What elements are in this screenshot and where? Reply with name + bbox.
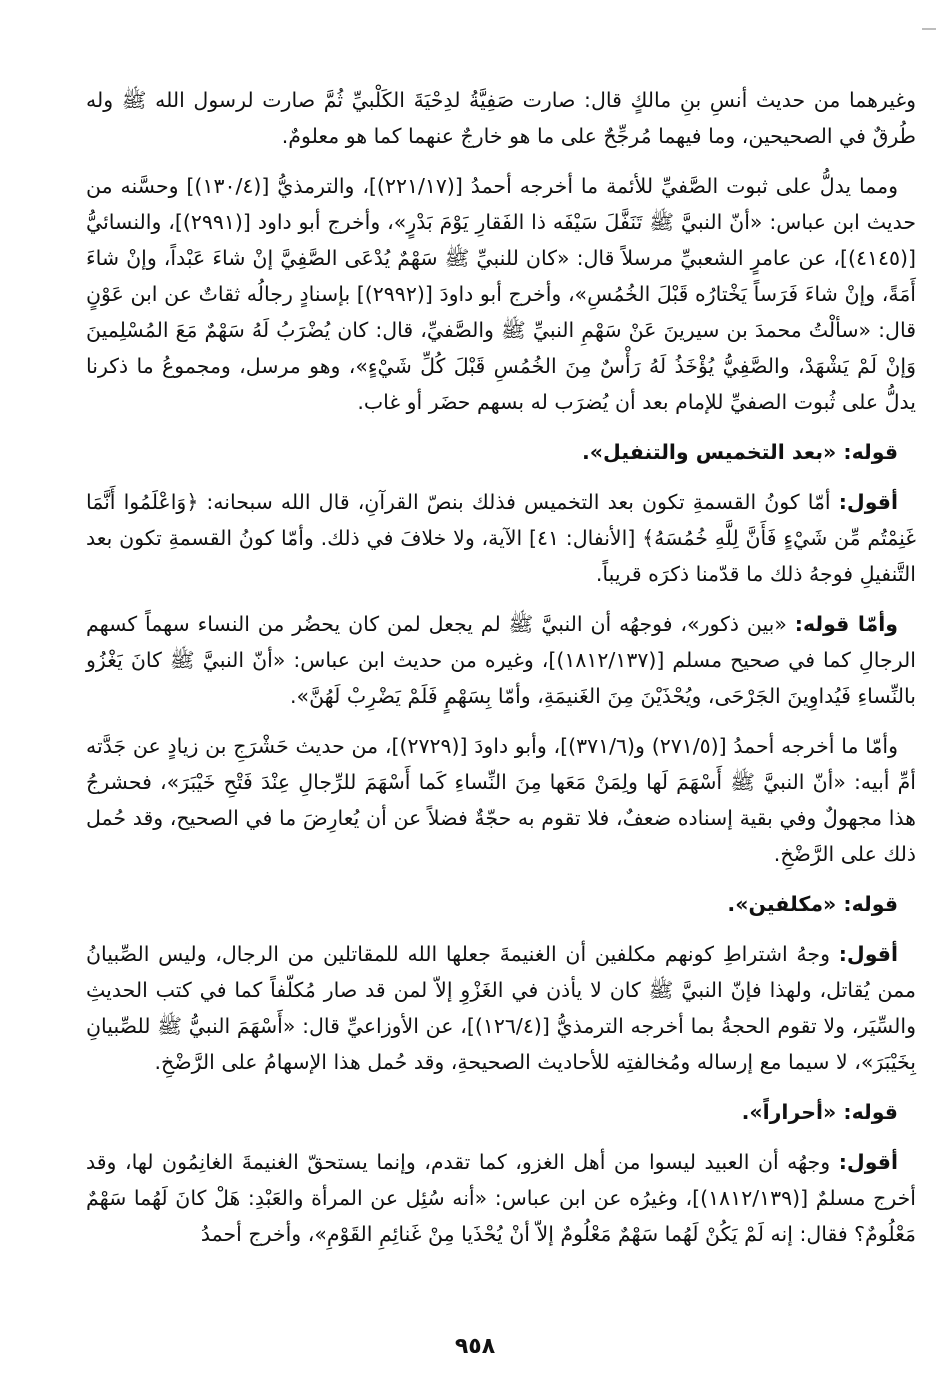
scan-mark [922,28,936,30]
paragraph-1-text: وغيرهما من حديث أنسِ بنِ مالكٍ قال: صارت صَفِيَّةُ لدِحْيَةَ الكَلْبيِّ ثُمَّ صارت لرسول الله ﷺ وله طُرقٌ في الصحيحين، وما فيهما مُرجِّحٌ على ما هو خارجٌ عنهما كما هو معلومٌ. [86,88,916,148]
paragraph-8 [86,936,916,1080]
paragraph-5-lead: وأمّا قوله: [794,612,898,636]
paragraph-8-text: وجهُ اشتراطِ كونهم مكلفين أن الغنيمةَ جعلها الله للمقاتلين من الرجال، وليس الصِّبيانُ ممن يُقاتل، ولهذا فإنّ النبيَّ ﷺ كان لا يأذن في الغَزْوِ إلاّ لمن قد صار مُكلّفاً كما في كتب الحديثِ والسِّيَر، ولا تقوم الحجةُ بما أخرجه الترمذيُّ [(١٢٦/٤)]، عن الأوزاعيِّ قال: «أَسْهَمَ النبيُّ ﷺ للصِّبيانِ بِخَيْبَرَ»، لا سيما مع إرساله ومُخالفتِه للأحاديث الصحيحةِ، وقد حُمل هذا الإسهامُ على الرَّضْخِ. [86,942,917,1074]
paragraph-10-text: وجهُه أن العبيد ليسوا من أهل الغزو، كما تقدم، وإنما يستحقّ الغنيمةَ الغانِمُون لها، وقد أخرج مسلمٌ [(١٨١٢/١٣٩)]، وغيرُه عن ابن عباس: «أنه سُئِل عن المرأة والعَبْدِ: هَلْ كانَ لَهُما سَهْمٌ مَعْلُومٌ؟ فقال: إنه لَمْ يَكُنْ لَهُما سَهْمٌ مَعْلُومٌ إلاّ أنْ يُحْذَيا مِنْ غَنائِمِ القَوْمِ»، وأخرج أحمدُ [86,1150,916,1246]
paragraph-10-lead: أقول: [838,1150,898,1174]
paragraph-6 [86,728,916,872]
paragraph-2 [86,168,916,420]
heading-text: قوله: «بعد التخميس والتنفيل». [582,440,898,464]
section-heading-mukallafin [86,886,916,922]
paragraph-5-text: «بين ذكور»، فوجهُه أن النبيَّ ﷺ لم يجعل لمن كان يحضُر من النساء سهماً كسهم الرجالِ كما في صحيح مسلم [(١٨١٢/١٣٧)]، وغيره من حديث ابن عباس: «أنّ النبيَّ ﷺ كانَ يَغْزُو بالنِّساءِ فَيُداوِينَ الجَرْحَى، ويُحْذَيْنَ مِنَ الغَنيمَةِ، وأمّا بِسَهْمٍ فَلَمْ يَضْرِبْ لَهُنَّ». [86,612,916,708]
paragraph-10 [86,1144,916,1252]
section-heading-takhmis [86,434,916,470]
paragraph-2-text: ومما يدلُّ على ثبوت الصَّفيِّ للأئمة ما أخرجه أحمدُ [(٢٢١/١٧)]، والترمذيُّ [(١٣٠/٤)] وحسَّنه من حديث ابن عباس: «أنّ النبيَّ ﷺ تَنَفَّلَ سَيْفَه ذا الفَقارِ يَوْمَ بَدْرٍ»، وأخرج أبو داود [(٢٩٩١)]، والنسائيُّ [(٤١٤٥)]، عن عامرٍ الشعبيِّ مرسلاً قال: «كان للنبيِّ ﷺ سَهْمٌ يُدْعَى الصَّفِيَّ إنْ شاءَ عَبْداً، وإنْ شاءَ أَمَةً، وإنْ شاءَ فَرَساً يَخْتارُه قَبْلَ الخُمُسِ»، وأخرج أبو داودَ [(٢٩٩٢)] بإسنادٍ رجالُه ثقاتٌ عن ابن عَوْنٍ قال: «سألْتُ محمدَ بن سيرينَ عَنْ سَهْمِ النبيِّ ﷺ والصَّفيِّ، قال: كان يُضْرَبُ لَهُ سَهْمٌ مَعَ المُسْلِمينَ وَإنْ لَمْ يَشْهَدْ، والصَّفِيُّ يُؤْخَذُ لَهُ رَأْسٌ مِنَ الخُمُسِ قَبْلَ كُلِّ شَيْءٍ»، وهو مرسل، ومجموعُ ما ذكرنا يدلُّ على ثُبوت الصفيِّ للإمام بعد أن يُضرَب له بسهم حضَر أو غاب. [86,174,917,414]
paragraph-8-lead: أقول: [838,942,898,966]
paragraph-1 [86,82,916,154]
page-number: ٩٥٨ [454,1334,496,1359]
heading-text: قوله: «أحراراً». [741,1100,898,1124]
heading-text: قوله: «مكلفين». [727,892,898,916]
section-heading-ahrar [86,1094,916,1130]
paragraph-6-text: وأمّا ما أخرجه أحمدُ [(٢٧١/٥) و(٣٧١/٦)]، وأبو داودَ [(٢٧٢٩)]، من حديث حَشْرَجِ بن زيادٍ عن جَدَّته أمِّ أبيه: «أنّ النبيَّ ﷺ أَسْهَمَ لَها ولِمَنْ مَعَها مِنَ النِّساءِ كَما أَسْهَمَ للرِّجالِ عِنْدَ فَتْحِ خَيْبَرَ»، فحشرجُ هذا مجهولٌ وفي بقية إسناده ضعفٌ، فلا تقوم به حجّةٌ فضلاً عن أن يُعارِضَ ما في الصحيح، وقد حُمل ذلك على الرَّضْخِ. [86,734,916,866]
paragraph-4-text: أمّا كونُ القسمةِ تكون بعد التخميس فذلك بنصّ القرآنِ، قال الله سبحانه: ﴿وَاعْلَمُوا أَنَّمَا غَنِمْتُم مِّن شَيْءٍ فَأَنَّ لِلَّهِ خُمُسَهُ﴾ [الأنفال: ٤١] الآية، ولا خلافَ في ذلك. وأمّا كونُ القسمةِ تكون بعد التَّنفيلِ فوجهُ ذلك ما قدّمنا ذكرَه قريباً. [86,490,917,586]
page-body [86,82,916,1266]
paragraph-4 [86,484,916,592]
paragraph-5 [86,606,916,714]
paragraph-4-lead: أقول: [838,490,898,514]
